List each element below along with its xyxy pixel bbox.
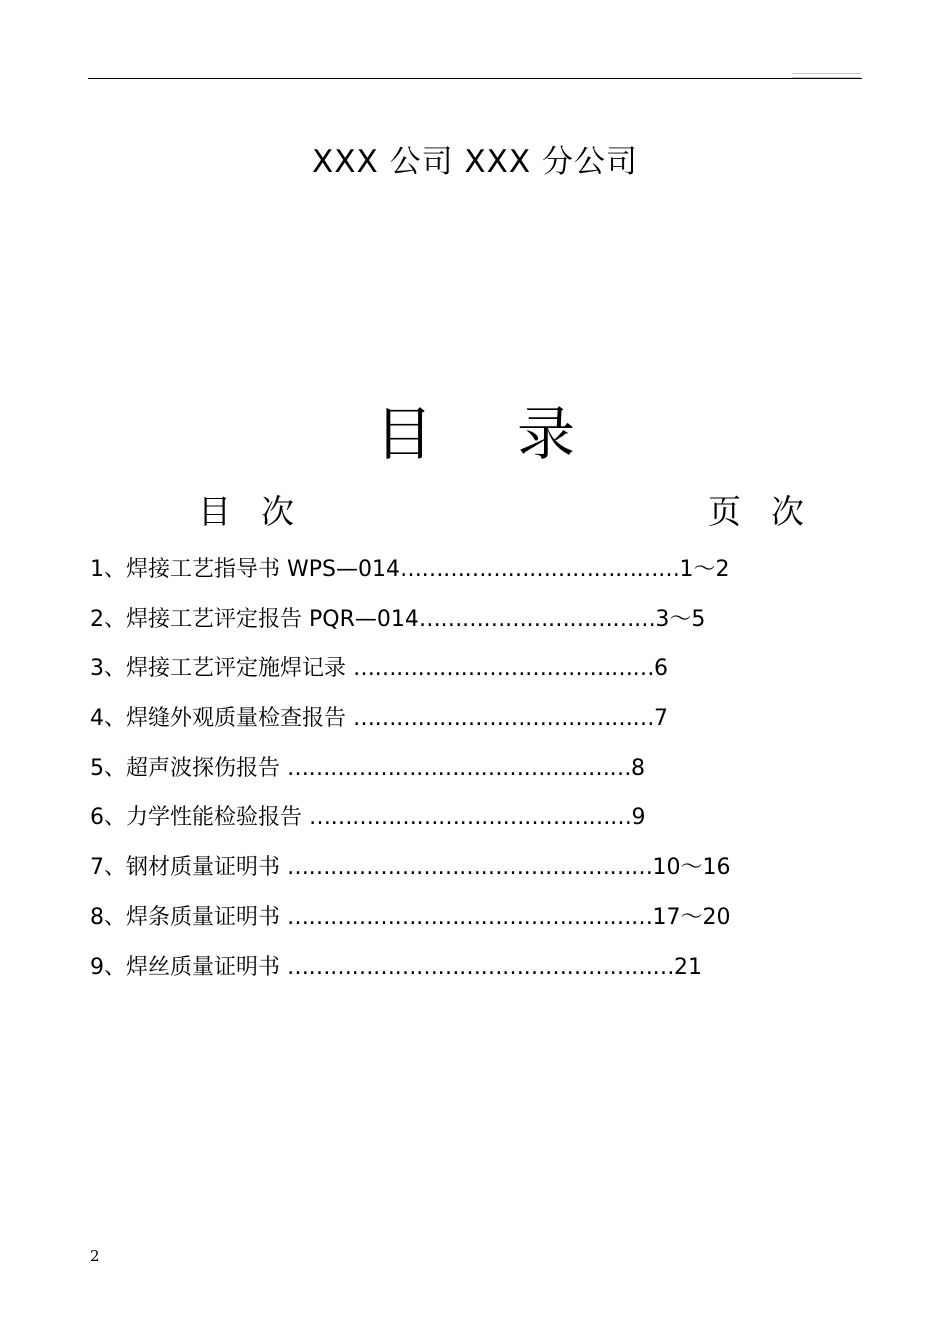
toc-item-dots: …………………………………………… — [287, 904, 653, 930]
toc-item — [90, 801, 810, 851]
toc-item-label: 2、焊接工艺评定报告 PQR—014 — [90, 606, 419, 632]
toc-item — [90, 603, 810, 653]
toc-item-page: 10～16 — [652, 855, 731, 881]
toc-item-label: 8、焊条质量证明书 — [90, 904, 287, 930]
page-number: 2 — [90, 1247, 100, 1265]
toc-item — [90, 553, 810, 603]
toc-item — [90, 901, 810, 951]
toc-item — [90, 652, 810, 702]
toc-item-dots: …………………………………… — [353, 706, 654, 732]
toc-item-label: 3、焊接工艺评定施焊记录 — [90, 656, 353, 682]
toc-item — [90, 951, 810, 1001]
toc-title: 目录 — [374, 400, 659, 468]
toc-item-dots: ……………………………………… — [309, 805, 632, 831]
toc-item-dots: ……………………………………………… — [287, 954, 674, 980]
toc-item-page: 8 — [631, 755, 645, 781]
toc-item-page: 9 — [631, 805, 646, 831]
toc-item-dots: ………………………………………… — [287, 755, 631, 781]
toc-item-label: 4、焊缝外观质量检查报告 — [90, 706, 353, 732]
toc-item-dots: …………………………………… — [353, 656, 654, 682]
toc-item — [90, 752, 810, 802]
toc-item-page: 17～20 — [652, 904, 731, 930]
column-header-page: 页次 — [708, 492, 834, 531]
toc-item-label: 7、钢材质量证明书 — [90, 855, 287, 881]
toc-item-dots: ………………………………… — [399, 557, 680, 582]
toc-item-label: 5、超声波探伤报告 — [90, 755, 287, 781]
column-header-item: 目次 — [198, 492, 324, 531]
toc-item — [90, 851, 810, 901]
header-mark — [792, 73, 860, 78]
toc-item — [90, 702, 810, 752]
company-name: XXX 公司 XXX 分公司 — [312, 144, 638, 180]
toc-item-label: 9、焊丝质量证明书 — [90, 954, 287, 980]
toc-item-label: 1、焊接工艺指导书 WPS—014 — [90, 557, 400, 582]
toc-item-page: 21 — [674, 954, 702, 980]
toc-item-page: 6 — [654, 656, 668, 682]
header-rule — [88, 78, 862, 79]
toc-item-page: 1～2 — [679, 557, 730, 582]
toc-item-page: 7 — [654, 706, 668, 732]
toc-item-page: 3～5 — [655, 606, 706, 632]
toc-item-label: 6、力学性能检验报告 — [90, 805, 309, 831]
toc-list — [90, 553, 810, 1000]
toc-item-dots: …………………………… — [418, 606, 656, 632]
toc-item-dots: …………………………………………… — [287, 855, 653, 881]
